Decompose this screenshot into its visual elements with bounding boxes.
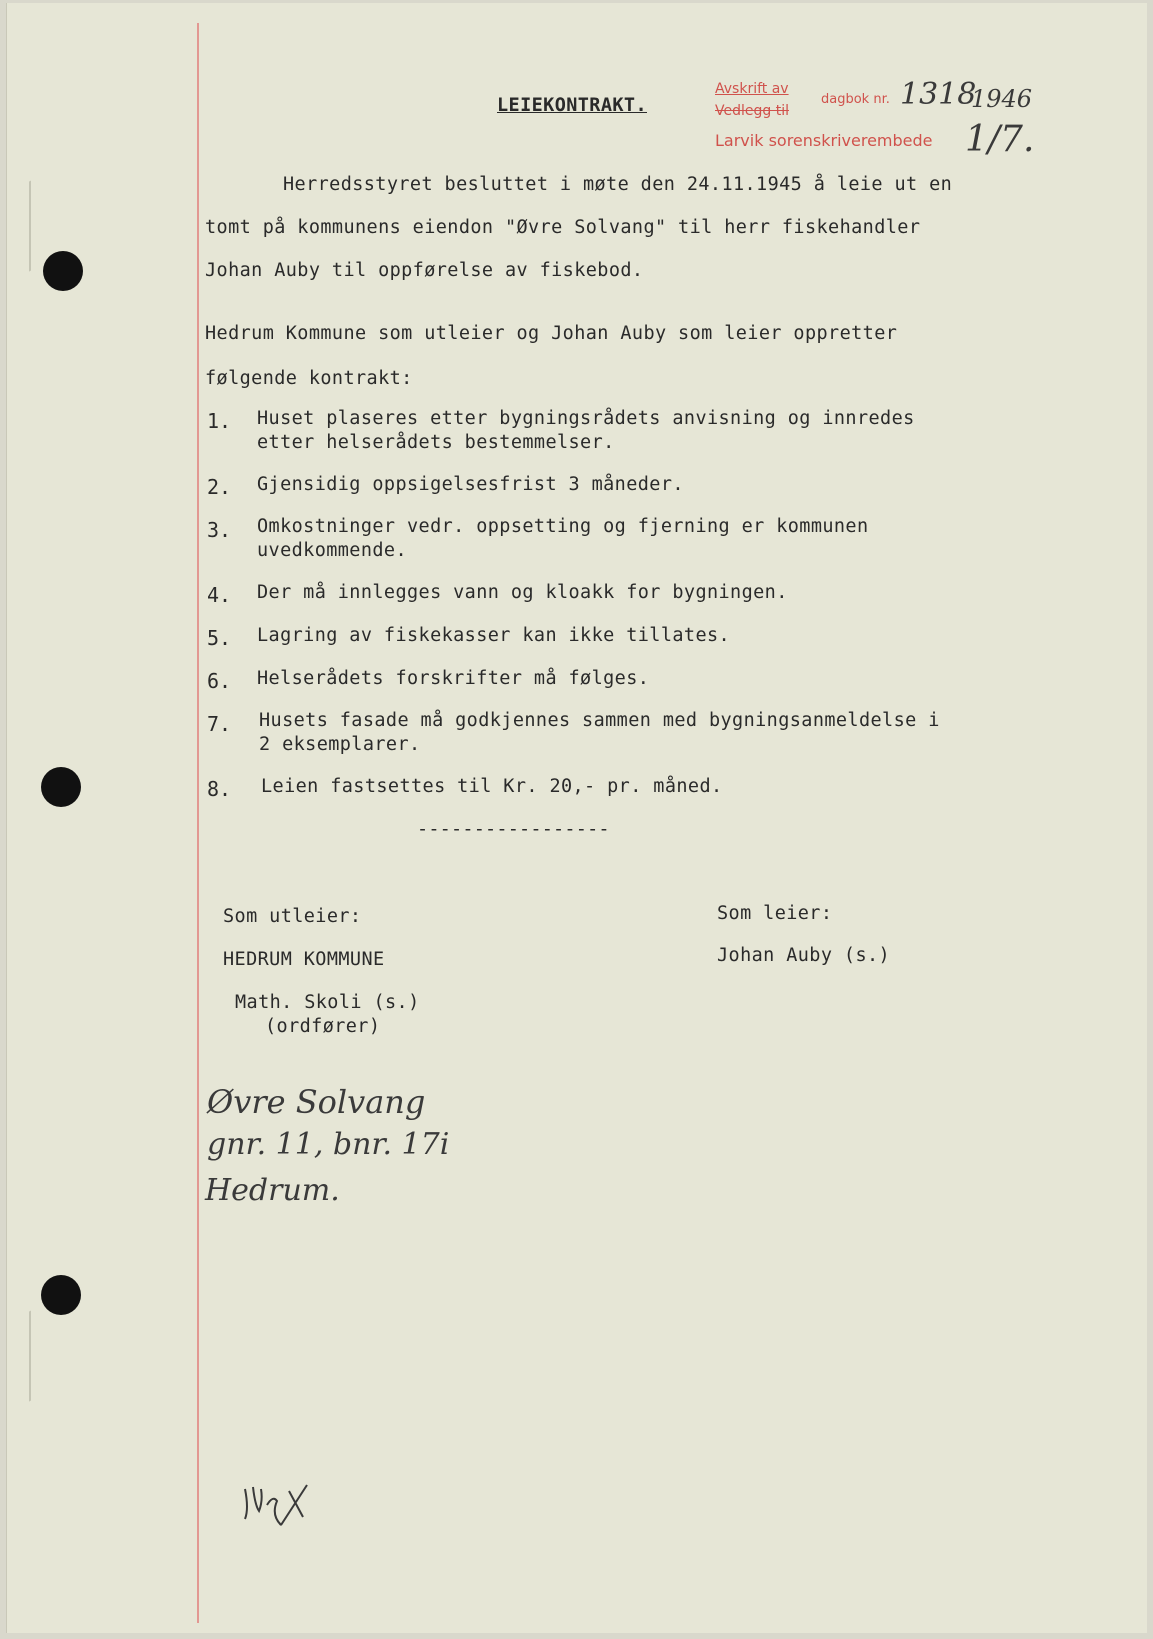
stamp-number: 1318 [900,77,977,112]
lessor-signer: Math. Skoli (s.) [235,992,420,1013]
clause-text: Lagring av fiskekasser kan ikke tillates. [257,625,731,646]
stamp-dagbok: dagbok nr. [821,92,890,107]
lessor-label: Som utleier: [223,906,362,927]
clause-number: 4. [207,583,232,607]
handwritten-note: Øvre Solvang [207,1083,426,1121]
intro-line: Johan Auby til oppførelse av fiskebod. [205,260,644,281]
stamp-avskrift: Avskrift av [715,81,789,97]
clause-number: 6. [207,669,232,693]
clause-number: 1. [207,409,232,433]
handwritten-note: Hedrum. [205,1173,340,1208]
punch-hole [41,767,81,807]
clause-text: Helserådets forskrifter må følges. [257,668,650,689]
stamp-vedlegg: Vedlegg til [715,103,789,119]
stamp-year: 1946 [971,85,1033,113]
clause-number: 8. [207,777,232,801]
clause-number: 2. [207,475,232,499]
clause-text: Huset plaseres etter bygningsrådets anvisning og innredes etter helserådets bestemmelser. [257,408,915,453]
clause-number: 7. [207,712,232,736]
intro-line: Herredsstyret besluttet i møte den 24.11.1945 å leie ut en [283,174,953,195]
lessee-label: Som leier: [717,903,833,924]
intro-line: tomt på kommunens eiendon "Øvre Solvang" til herr fiskehandler [205,217,921,238]
clause-text: Leien fastsettes til Kr. 20,- pr. måned. [261,776,723,797]
parties-line: følgende kontrakt: [205,368,413,389]
lessee-signer: Johan Auby (s.) [717,945,891,966]
stamp-court: Larvik sorenskriverembede [715,131,933,150]
paper-tear [29,164,59,271]
handwritten-note: gnr. 11, bnr. 17i [207,1127,450,1162]
paper-tear [29,1294,59,1401]
initials-scribble [237,1477,317,1537]
parties-line: Hedrum Kommune som utleier og Johan Auby som leier oppretter [205,323,898,344]
divider: ----------------- [417,819,610,840]
clause-text: Omkostninger vedr. oppsetting og fjerning er kommunen uvedkommende. [257,516,869,561]
lessor-name: HEDRUM KOMMUNE [223,949,385,970]
clause-text: Gjensidig oppsigelsesfrist 3 måneder. [257,474,684,495]
stamp-date: 1/7. [965,119,1035,160]
document-page [6,3,1147,1633]
margin-line [197,23,199,1623]
clause-number: 5. [207,626,232,650]
clause-number: 3. [207,518,232,542]
lessor-role: (ordfører) [265,1016,381,1037]
clause-text: Husets fasade må godkjennes sammen med bygningsanmeldelse i 2 eksemplarer. [259,710,940,755]
clause-text: Der må innlegges vann og kloakk for bygningen. [257,582,788,603]
document-title: LEIEKONTRAKT. [497,95,647,116]
